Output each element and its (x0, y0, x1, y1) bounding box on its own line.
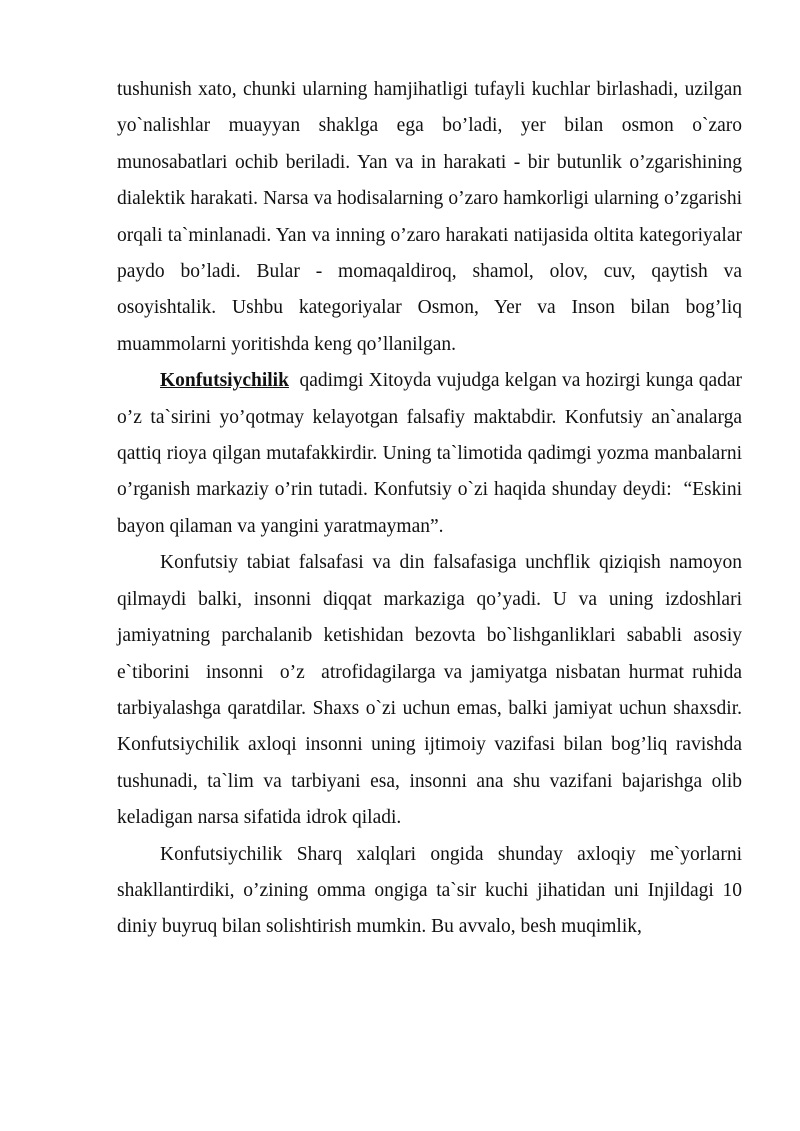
paragraph-3: Konfutsiy tabiat falsafasi va din falsafasiga unchflik qiziqish namoyon qilmaydi balki, insonni diqqat markaziga qo’yadi. U va uning izdoshlari jamiyatning parchalanib ketishidan bezovta bo`lishganliklari sababli asosiy e`tiborini insonni o’z atrofidagilarga va jamiyatga nisbatan hurmat ruhida tarbiyalashga qaratdilar. Shaxs o`zi uchun emas, balki jamiyat uchun shaxsdir. Konfutsiychilik axloqi insonni uning ijtimoiy vazifasi bilan bog’liq ravishda tushunadi, ta`lim va tarbiyani esa, insonni ana shu vazifani bajarishga olib keladigan narsa sifatida idrok qiladi. (117, 552, 752, 829)
paragraph-2-text: qadimgi Xitoyda vujudga kelgan va hozirgi kunga qadar o’z ta`sirini yo’qotmay kelayotgan falsafiy maktabdir. Konfutsiy an`analarga qattiq rioya qilgan mutafakkirdir. Uning ta`limotida qadimgi yozma manbalarni o’rganish markaziy o’rin tutadi. Konfutsiy o`zi haqida shunday deydi: “Eskini bayon qilaman va yangini yaratmayman”. (117, 370, 747, 537)
paragraph-4: Konfutsiychilik Sharq xalqlari ongida shunday axloqiy me`yorlarni shakllantirdiki, o’zining omma ongiga ta`sir kuchi jihatidan uni Injildagi 10 diniy buyruq bilan solishtirish mumkin. Bu avvalo, besh muqimlik, (117, 843, 742, 938)
term-konfutsiychilik: Konfutsiychilik (160, 370, 289, 392)
document-body (117, 72, 752, 946)
paragraph-1: tushunish xato, chunki ularning hamjihatligi tufayli kuchlar birlashadi, uzilgan yo`nalishlar muayyan shaklga ega bo’ladi, yer bilan osmon o`zaro munosabatlari ochib beriladi. Yan va in harakati - bir butunlik o’zgarishining dialektik harakati. Narsa va hodisalarning o’zaro hamkorligi ularning o’zgarishi orqali ta`minlanadi. Yan va inning o’zaro harakati natijasida oltita kategoriyalar paydo bo’ladi. Bular - momaqaldiroq, shamol, olov, cuv, qaytish va osoyishtalik. Ushbu kategoriyalar Osmon, Yer va Inson bilan bog’liq muammolarni yoritishda keng qo’llanilgan. (117, 79, 742, 355)
paragraph-2 (117, 363, 747, 545)
